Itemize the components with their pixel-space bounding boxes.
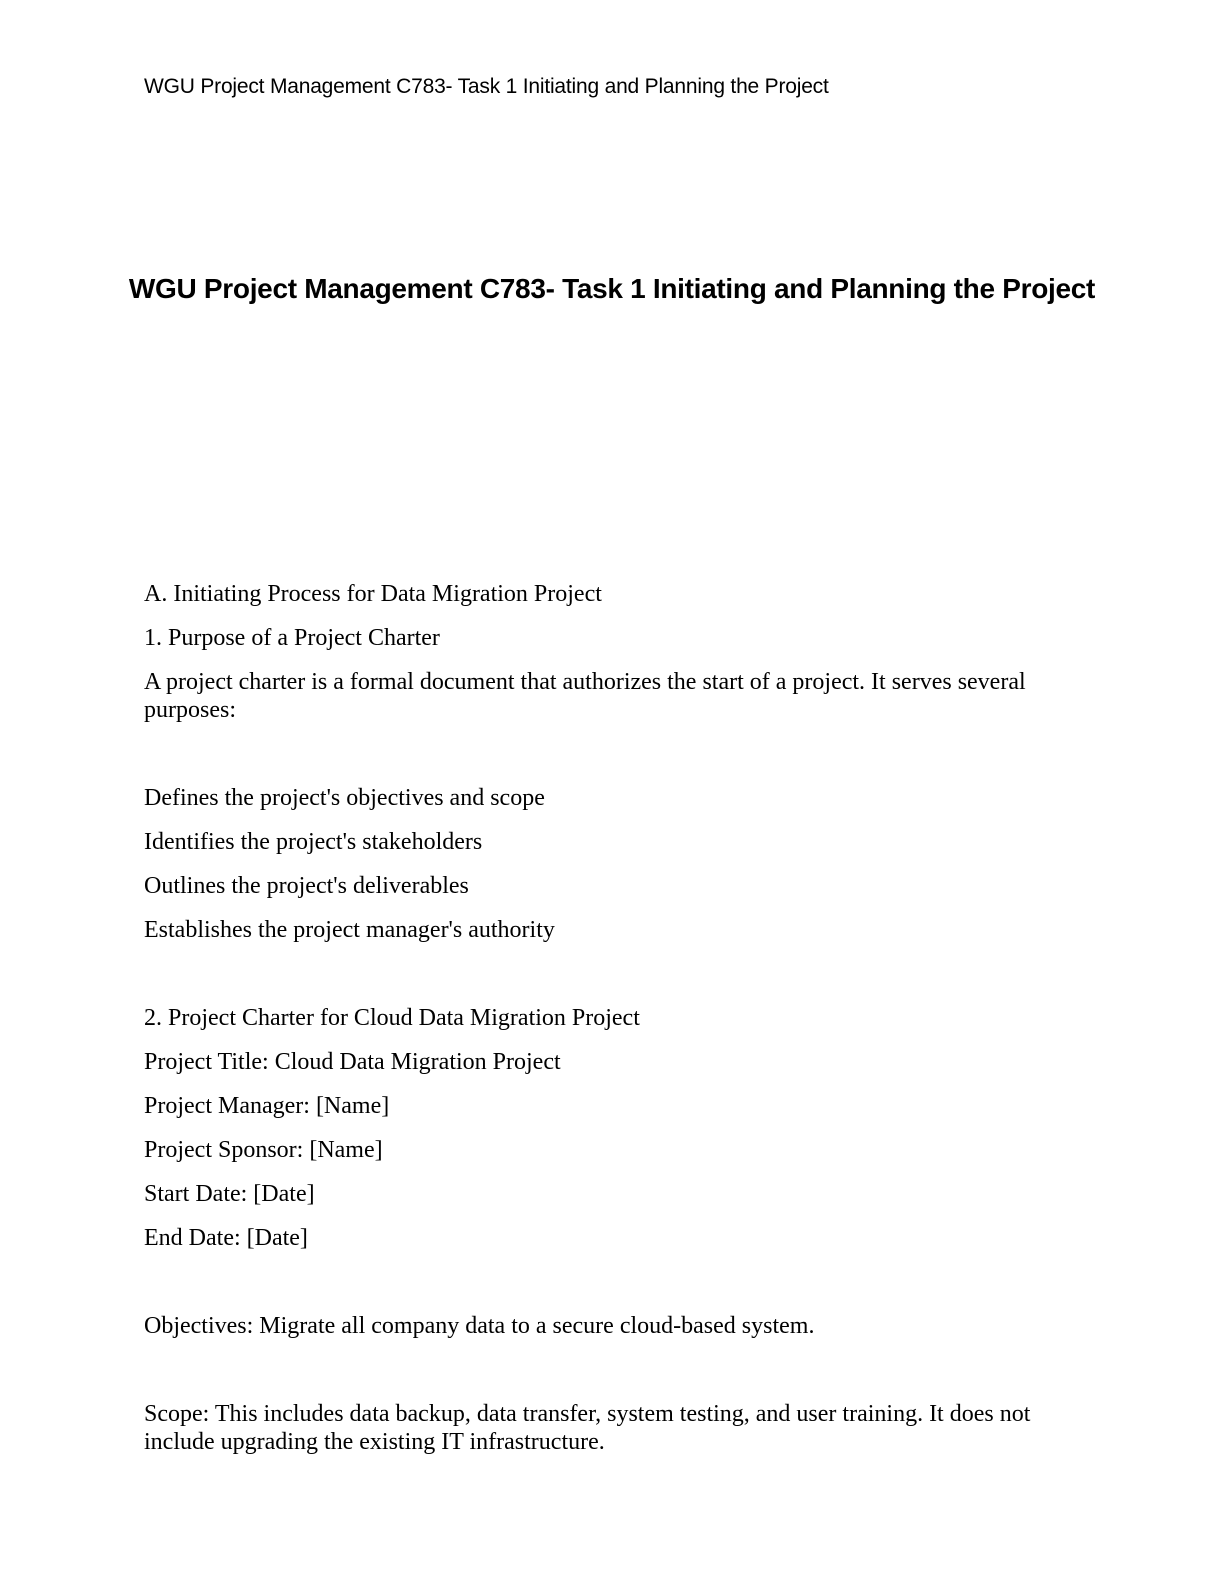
body-paragraph: Objectives: Migrate all company data to a secure cloud-based system.: [144, 1313, 815, 1339]
body-paragraph: Scope: This includes data backup, data transfer, system testing, and user training. It does not include upgrading the existing IT infrastructure.: [144, 1401, 1037, 1455]
body-paragraph: 1. Purpose of a Project Charter: [144, 625, 440, 651]
body-paragraph: Establishes the project manager's authority: [144, 917, 555, 943]
body-paragraph: A. Initiating Process for Data Migration Project: [144, 581, 602, 607]
paragraph-spacer: [144, 1356, 1080, 1384]
body-paragraph: Project Sponsor: [Name]: [144, 1137, 383, 1163]
paragraph-spacer: [144, 1268, 1080, 1296]
body-paragraph: Project Title: Cloud Data Migration Project: [144, 1049, 561, 1075]
body-paragraph: Project Manager: [Name]: [144, 1093, 390, 1119]
paragraph-spacer: [144, 960, 1080, 988]
body-paragraph: Start Date: [Date]: [144, 1181, 315, 1207]
document-body: [144, 580, 1080, 1472]
body-paragraph: 2. Project Charter for Cloud Data Migration Project: [144, 1005, 640, 1031]
body-paragraph: End Date: [Date]: [144, 1225, 308, 1251]
body-paragraph: Outlines the project's deliverables: [144, 873, 469, 899]
body-paragraph: A project charter is a formal document that authorizes the start of a project. It serves several purposes:: [144, 669, 1032, 723]
body-paragraph: Identifies the project's stakeholders: [144, 829, 483, 855]
document-title: WGU Project Management C783- Task 1 Initiating and Planning the Project: [128, 273, 1096, 304]
running-header: WGU Project Management C783- Task 1 Initiating and Planning the Project: [144, 75, 829, 98]
body-paragraph: Defines the project's objectives and scope: [144, 785, 545, 811]
paragraph-spacer: [144, 740, 1080, 768]
